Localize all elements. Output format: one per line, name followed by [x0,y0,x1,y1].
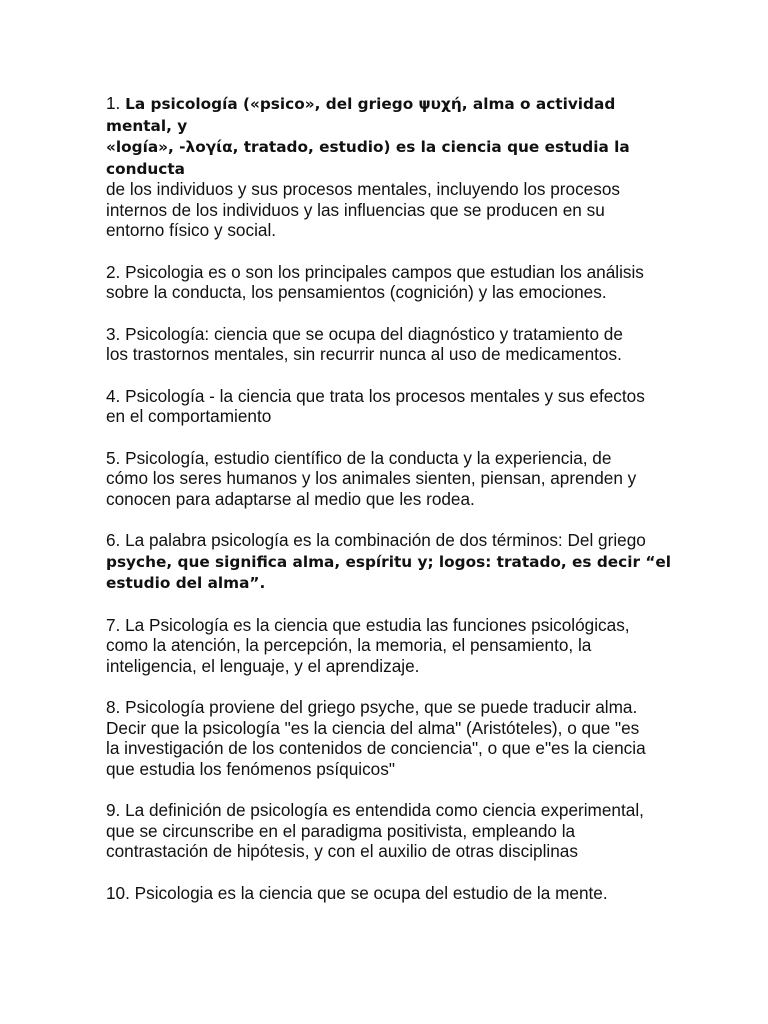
text-segment: 10. Psicologia es la ciencia que se ocupa del estudio de la mente. [106,882,608,903]
text-segment: de los individuos y sus procesos mentales, incluyendo los procesos internos de los individuos y las influencias que se producen en su entorno físico y social. [106,179,620,240]
document-body [106,93,686,924]
text-segment: 4. Psicología - la ciencia que trata los procesos mentales y sus efectos en el comportamiento [106,385,645,426]
definition-paragraph-10 [106,883,686,904]
text-segment: 2. Psicologia es o son los principales campos que estudian los análisis sobre la conducta, los pensamientos (cognición) y las emociones. [106,261,644,302]
bold-text-segment: psyche, que significa alma, espíritu y; logos: tratado, es decir “el estudio del alma”. [106,552,672,592]
bold-text-segment: «logía», -λογία, tratado, estudio) es la ciencia que estudia la conducta [106,138,630,178]
text-segment: 1. [106,93,126,113]
text-segment: 7. La Psicología es la ciencia que estudia las funciones psicológicas, como la atención, la percepción, la memoria, el pensamiento, la inteligencia, el lenguaje, y el aprendizaje. [106,614,630,676]
text-segment: 9. La definición de psicología es entendida como ciencia experimental, que se circunscribe en el paradigma positivista, empleando la contrastación de hipótesis, y con el auxilio de otras disciplinas [106,800,644,861]
definition-paragraph-8 [106,697,686,779]
definition-paragraph-5 [106,448,686,510]
bold-text-segment: La psicología («psico», del griego ψυχή, alma o actividad mental, y [106,95,616,135]
definition-paragraph-7 [106,615,686,677]
definition-paragraph-3 [106,324,686,365]
text-segment: 6. La palabra psicología es la combinación de dos términos: Del griego [106,530,646,550]
text-segment: 8. Psicología proviene del griego psyche, que se puede traducir alma. Decir que la psicología "es la ciencia del alma" (Aristóteles), o que "es la investigación de los contenidos de conciencia", o que e"es la ciencia que estudia los fenómenos psíquicos" [106,697,646,779]
definition-paragraph-6 [106,530,686,594]
text-segment: 5. Psicología, estudio científico de la conducta y la experiencia, de cómo los seres humanos y los animales sienten, piensan, aprenden y conocen para adaptarse al medio que les rodea. [106,447,637,509]
definition-paragraph-4 [106,386,686,427]
definition-paragraph-2 [106,262,686,303]
definition-paragraph-1 [106,93,686,241]
text-segment: 3. Psicología: ciencia que se ocupa del diagnóstico y tratamiento de los trastornos mentales, sin recurrir nunca al uso de medicamentos. [106,323,623,364]
definition-paragraph-9 [106,800,686,862]
